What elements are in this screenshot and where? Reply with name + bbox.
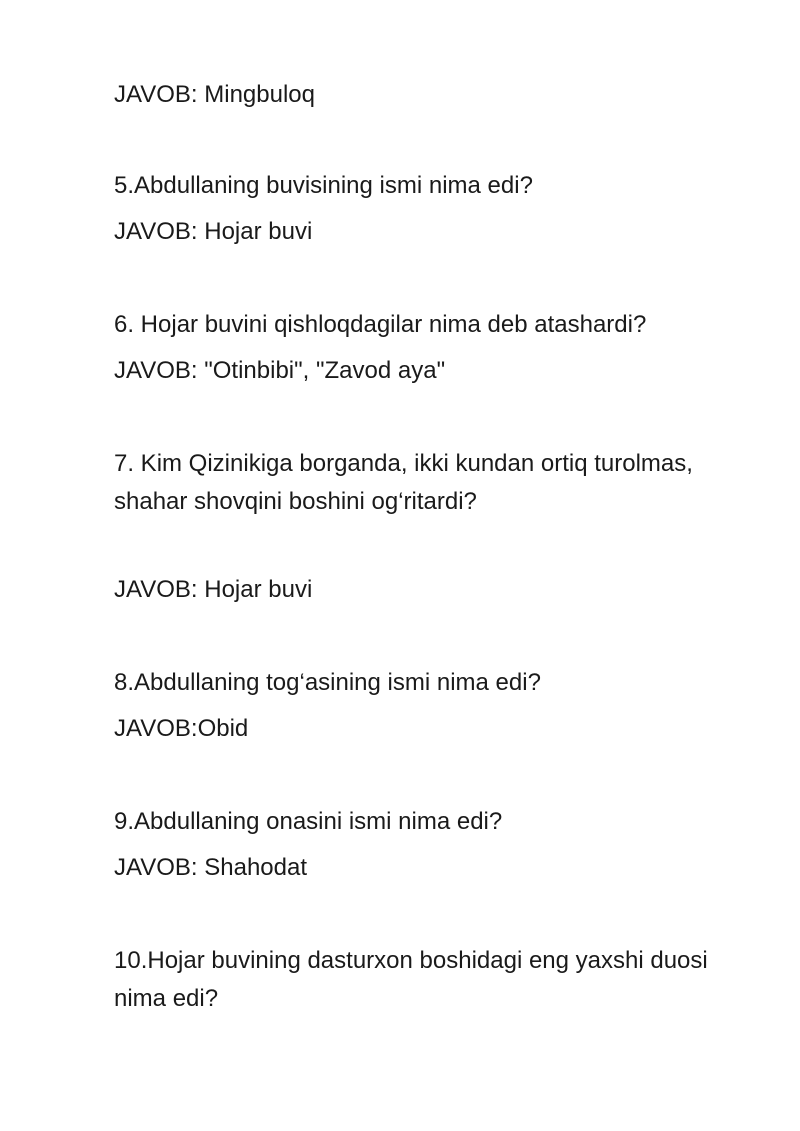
question-8: 8.Abdullaning tog‘asining ismi nima edi? — [114, 669, 541, 696]
answer-8: JAVOB:Obid — [114, 715, 249, 742]
answer-6: JAVOB: "Otinbibi", "Zavod aya" — [114, 357, 446, 384]
answer-7: JAVOB: Hojar buvi — [114, 576, 313, 603]
answer-9: JAVOB: Shahodat — [114, 854, 308, 881]
question-7: 7. Kim Qizinikiga borganda, ikki kundan ortiq turolmas, shahar shovqini boshini og‘ritardi? — [114, 450, 700, 515]
question-6: 6. Hojar buvini qishloqdagilar nima deb atashardi? — [114, 311, 647, 338]
question-9: 9.Abdullaning onasini ismi nima edi? — [114, 808, 503, 835]
question-5: 5.Abdullaning buvisining ismi nima edi? — [114, 172, 533, 199]
answer-5: JAVOB: Hojar buvi — [114, 218, 313, 245]
question-10: 10.Hojar buvining dasturxon boshidagi eng yaxshi duosi nima edi? — [114, 947, 715, 1012]
answer-4: JAVOB: Mingbuloq — [114, 81, 315, 108]
